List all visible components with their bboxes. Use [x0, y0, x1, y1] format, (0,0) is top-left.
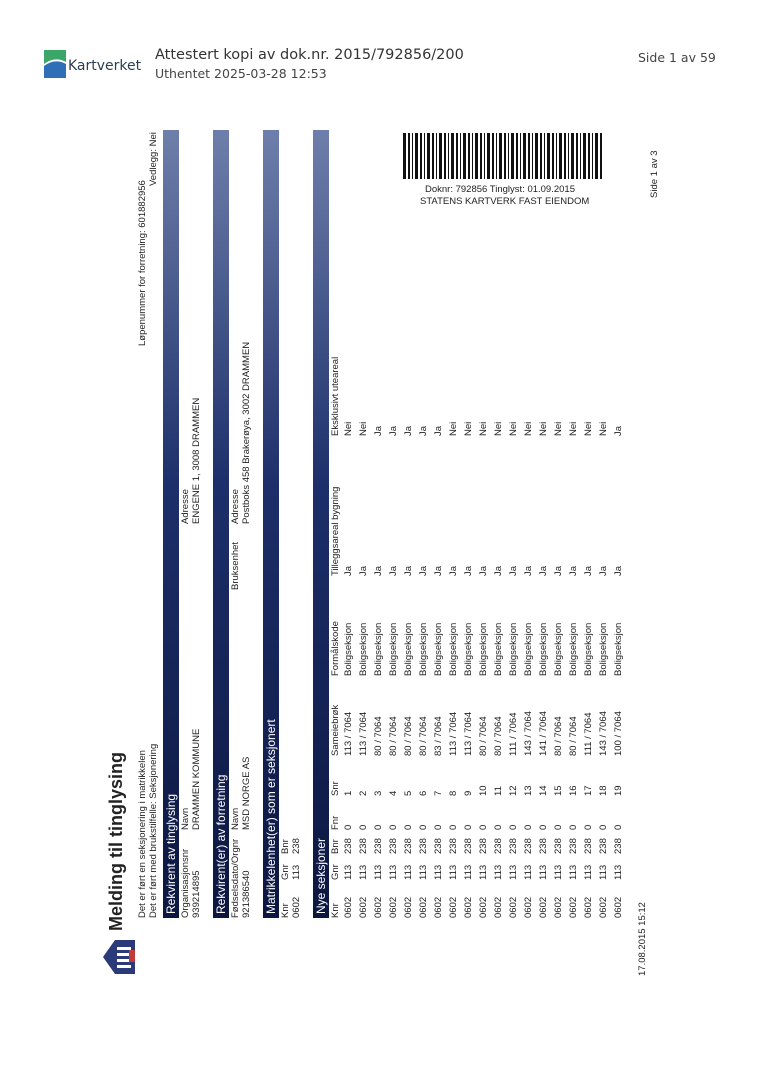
section-forretning: Rekvirent(er) av forretning — [213, 130, 229, 918]
seksjon-cell-snr: 4 — [388, 790, 399, 796]
seksjon-cell-eksklusivt-uteareal: Nei — [493, 421, 504, 436]
seksjon-cell-tilleggsareal: Ja — [418, 565, 429, 576]
seksjon-cell-knr: 0602 — [478, 896, 489, 918]
seksjon-cell-fnr: 0 — [613, 824, 624, 830]
seksjon-cell-bnr: 238 — [388, 838, 399, 854]
rek-org: 939214895 — [191, 870, 202, 918]
section-matrikkel: Matrikkelenhet(er) som er seksjonert — [263, 130, 279, 918]
seksjon-cell-knr: 0602 — [418, 896, 429, 918]
building-logo-icon — [101, 938, 137, 976]
seksjon-cell-bnr: 238 — [553, 838, 564, 854]
seksjon-cell-knr: 0602 — [553, 896, 564, 918]
seksjon-cell-formalskode: Boligseksjon — [448, 622, 459, 676]
seksjon-cell-fnr: 0 — [493, 824, 504, 830]
seksjon-cell-snr: 17 — [583, 785, 594, 796]
seksjon-cell-tilleggsareal: Ja — [493, 565, 504, 576]
seksjon-cell-knr: 0602 — [388, 896, 399, 918]
seksjon-cell-tilleggsareal: Ja — [553, 565, 564, 576]
rek-adresse: ENGENE 1, 3008 DRAMMEN — [191, 397, 202, 524]
kartverket-logo-text: Kartverket — [68, 58, 142, 74]
seksjon-cell-sameiebrok: 80 / 7064 — [568, 716, 579, 756]
seksjon-cell-knr: 0602 — [583, 896, 594, 918]
seksjon-cell-knr: 0602 — [403, 896, 414, 918]
seksjon-cell-bnr: 238 — [358, 838, 369, 854]
seksjon-cell-formalskode: Boligseksjon — [358, 622, 369, 676]
seksjon-cell-formalskode: Boligseksjon — [403, 622, 414, 676]
seksjon-cell-sameiebrok: 80 / 7064 — [418, 716, 429, 756]
seksjon-cell-bnr: 238 — [613, 838, 624, 854]
mat-bnr: 238 — [291, 838, 302, 854]
seksjon-cell-sameiebrok: 80 / 7064 — [553, 716, 564, 756]
seksjon-cell-eksklusivt-uteareal: Nei — [598, 421, 609, 436]
seksjon-cell-fnr: 0 — [358, 824, 369, 830]
scan-page-indicator: Side 1 av 3 — [649, 150, 660, 198]
seksjon-cell-bnr: 238 — [523, 838, 534, 854]
seksjon-cell-tilleggsareal: Ja — [358, 565, 369, 576]
seksjon-cell-fnr: 0 — [388, 824, 399, 830]
seksjon-cell-formalskode: Boligseksjon — [553, 622, 564, 676]
seksjon-cell-formalskode: Boligseksjon — [538, 622, 549, 676]
seksjon-cell-snr: 6 — [418, 790, 429, 796]
seksjon-cell-eksklusivt-uteareal: Nei — [538, 421, 549, 436]
seksjon-cell-knr: 0602 — [523, 896, 534, 918]
seksjon-cell-knr: 0602 — [343, 896, 354, 918]
seksjon-cell-knr: 0602 — [358, 896, 369, 918]
seksjon-cell-gnr: 113 — [598, 864, 609, 880]
seksjon-cell-sameiebrok: 141 / 7064 — [538, 711, 549, 756]
seksjon-cell-snr: 12 — [508, 785, 519, 796]
seksjon-cell-gnr: 113 — [403, 864, 414, 880]
stamp-organization: STATENS KARTVERK FAST EIENDOM — [420, 196, 590, 207]
melding-title: Melding til tinglysing — [106, 752, 126, 931]
seksjon-cell-sameiebrok: 113 / 7064 — [448, 711, 459, 756]
seksjon-cell-snr: 18 — [598, 785, 609, 796]
seksjon-cell-eksklusivt-uteareal: Ja — [388, 425, 399, 436]
section-rekvirent: Rekvirent av tinglysing — [163, 130, 179, 918]
seksjon-cell-sameiebrok: 111 / 7064 — [508, 712, 519, 756]
seksjon-cell-sameiebrok: 83 / 7064 — [433, 716, 444, 756]
seksjon-cell-tilleggsareal: Ja — [583, 565, 594, 576]
seksjon-cell-knr: 0602 — [448, 896, 459, 918]
seksjon-header-snr: Snr — [330, 781, 341, 796]
seksjon-cell-gnr: 113 — [523, 864, 534, 880]
seksjon-cell-formalskode: Boligseksjon — [508, 622, 519, 676]
seksjon-cell-snr: 9 — [463, 790, 474, 796]
fr-navn: MSD NORGE AS — [241, 756, 252, 830]
seksjon-cell-bnr: 238 — [463, 838, 474, 854]
seksjon-cell-bnr: 238 — [583, 838, 594, 854]
seksjon-cell-snr: 11 — [493, 786, 504, 796]
seksjon-cell-bnr: 238 — [403, 838, 414, 854]
seksjon-cell-fnr: 0 — [583, 824, 594, 830]
seksjon-cell-formalskode: Boligseksjon — [478, 622, 489, 676]
seksjon-cell-sameiebrok: 80 / 7064 — [403, 716, 414, 756]
seksjon-cell-fnr: 0 — [433, 824, 444, 830]
seksjon-cell-tilleggsareal: Ja — [613, 565, 624, 576]
seksjon-cell-fnr: 0 — [373, 824, 384, 830]
seksjon-cell-snr: 19 — [613, 785, 624, 796]
fr-adresse: Postboks 458 Brakerøya, 3002 DRAMMEN — [241, 341, 252, 524]
seksjon-cell-bnr: 238 — [448, 838, 459, 854]
seksjon-cell-bnr: 238 — [478, 838, 489, 854]
seksjon-cell-fnr: 0 — [403, 824, 414, 830]
mat-gnr: 113 — [291, 864, 302, 880]
seksjon-cell-knr: 0602 — [463, 896, 474, 918]
rek-header-adresse: Adresse — [180, 489, 191, 524]
fr-org: 921386540 — [241, 870, 252, 918]
seksjon-cell-sameiebrok: 113 / 7064 — [358, 711, 369, 756]
fr-header-adresse: Adresse — [230, 489, 241, 524]
mat-header-knr: Knr — [280, 903, 291, 918]
seksjon-cell-knr: 0602 — [538, 896, 549, 918]
seksjon-cell-tilleggsareal: Ja — [463, 565, 474, 576]
seksjon-cell-bnr: 238 — [433, 838, 444, 854]
seksjon-cell-gnr: 113 — [583, 864, 594, 880]
seksjon-cell-knr: 0602 — [433, 896, 444, 918]
scanned-document — [97, 130, 677, 976]
seksjon-cell-snr: 15 — [553, 785, 564, 796]
seksjon-header-knr: Knr — [330, 903, 341, 918]
seksjon-cell-fnr: 0 — [343, 824, 354, 830]
mat-knr: 0602 — [291, 896, 302, 918]
seksjon-cell-snr: 13 — [523, 785, 534, 796]
mat-header-gnr: Gnr — [280, 864, 291, 880]
seksjon-cell-formalskode: Boligseksjon — [463, 622, 474, 676]
seksjon-cell-eksklusivt-uteareal: Nei — [478, 421, 489, 436]
intro-line-1: Det er ført en seksjonering i matrikkelen — [137, 750, 148, 918]
seksjon-cell-eksklusivt-uteareal: Ja — [403, 425, 414, 436]
seksjon-cell-eksklusivt-uteareal: Nei — [568, 421, 579, 436]
seksjon-cell-formalskode: Boligseksjon — [583, 622, 594, 676]
seksjon-header-gnr: Gnr — [330, 864, 341, 880]
seksjon-cell-formalskode: Boligseksjon — [598, 622, 609, 676]
seksjon-cell-sameiebrok: 80 / 7064 — [388, 716, 399, 756]
seksjon-cell-formalskode: Boligseksjon — [523, 622, 534, 676]
seksjon-cell-sameiebrok: 100 / 7064 — [613, 711, 624, 756]
seksjon-cell-tilleggsareal: Ja — [433, 565, 444, 576]
seksjon-cell-fnr: 0 — [568, 824, 579, 830]
seksjon-cell-fnr: 0 — [478, 824, 489, 830]
seksjon-cell-knr: 0602 — [613, 896, 624, 918]
rek-navn: DRAMMEN KOMMUNE — [191, 728, 202, 830]
seksjon-header-sameiebrok: Sameiebrøk — [330, 704, 341, 756]
seksjon-cell-knr: 0602 — [598, 896, 609, 918]
seksjon-cell-formalskode: Boligseksjon — [493, 622, 504, 676]
seksjon-cell-sameiebrok: 143 / 7064 — [523, 711, 534, 756]
seksjon-cell-bnr: 238 — [538, 838, 549, 854]
seksjon-cell-sameiebrok: 80 / 7064 — [493, 716, 504, 756]
seksjon-cell-snr: 1 — [343, 790, 354, 796]
seksjon-cell-gnr: 113 — [343, 864, 354, 880]
seksjon-cell-formalskode: Boligseksjon — [613, 622, 624, 676]
seksjon-cell-eksklusivt-uteareal: Nei — [583, 421, 594, 436]
vedlegg: Vedlegg: Nei — [148, 132, 159, 186]
seksjon-cell-fnr: 0 — [508, 824, 519, 830]
seksjon-cell-fnr: 0 — [523, 824, 534, 830]
seksjon-cell-tilleggsareal: Ja — [388, 565, 399, 576]
seksjon-cell-gnr: 113 — [613, 864, 624, 880]
seksjon-cell-gnr: 113 — [358, 864, 369, 880]
seksjon-cell-sameiebrok: 111 / 7064 — [583, 712, 594, 756]
seksjon-cell-fnr: 0 — [463, 824, 474, 830]
barcode-doknr: Doknr: 792856 Tinglyst: 01.09.2015 — [425, 184, 575, 195]
fr-header-navn: Navn — [230, 807, 241, 830]
seksjon-cell-formalskode: Boligseksjon — [568, 622, 579, 676]
seksjon-cell-eksklusivt-uteareal: Nei — [448, 421, 459, 436]
seksjon-cell-tilleggsareal: Ja — [448, 565, 459, 576]
seksjon-cell-sameiebrok: 113 / 7064 — [343, 711, 354, 756]
seksjon-cell-bnr: 238 — [373, 838, 384, 854]
seksjon-cell-snr: 8 — [448, 790, 459, 796]
seksjon-cell-eksklusivt-uteareal: Nei — [508, 421, 519, 436]
seksjon-cell-gnr: 113 — [478, 864, 489, 880]
seksjon-cell-snr: 16 — [568, 785, 579, 796]
seksjon-cell-snr: 5 — [403, 790, 414, 796]
seksjon-header-tilleggsareal: Tilleggsareal bygning — [330, 486, 341, 576]
seksjon-cell-tilleggsareal: Ja — [598, 565, 609, 576]
seksjon-cell-gnr: 113 — [553, 864, 564, 880]
mat-header-bnr: Bnr — [280, 839, 291, 854]
seksjon-cell-eksklusivt-uteareal: Ja — [373, 425, 384, 436]
rek-header-navn: Navn — [180, 807, 191, 830]
seksjon-cell-knr: 0602 — [568, 896, 579, 918]
kartverket-logo-icon — [44, 50, 66, 78]
page-indicator: Side 1 av 59 — [638, 50, 716, 65]
seksjon-cell-gnr: 113 — [508, 864, 519, 880]
seksjon-cell-gnr: 113 — [463, 864, 474, 880]
seksjon-cell-knr: 0602 — [493, 896, 504, 918]
seksjon-cell-fnr: 0 — [553, 824, 564, 830]
seksjon-cell-snr: 3 — [373, 790, 384, 796]
seksjon-cell-tilleggsareal: Ja — [478, 565, 489, 576]
seksjon-cell-gnr: 113 — [448, 864, 459, 880]
seksjon-cell-bnr: 238 — [568, 838, 579, 854]
seksjon-cell-snr: 7 — [433, 790, 444, 796]
seksjon-cell-fnr: 0 — [598, 824, 609, 830]
seksjon-cell-formalskode: Boligseksjon — [343, 622, 354, 676]
seksjon-cell-eksklusivt-uteareal: Nei — [358, 421, 369, 436]
seksjon-cell-bnr: 238 — [508, 838, 519, 854]
seksjon-cell-knr: 0602 — [373, 896, 384, 918]
section-nye-seksjoner: Nye seksjoner — [313, 130, 329, 918]
seksjon-cell-tilleggsareal: Ja — [508, 565, 519, 576]
seksjon-cell-formalskode: Boligseksjon — [433, 622, 444, 676]
rek-header-org: Organisasjonsnr — [180, 848, 191, 918]
seksjon-cell-fnr: 0 — [448, 824, 459, 830]
seksjon-cell-tilleggsareal: Ja — [538, 565, 549, 576]
seksjon-cell-snr: 2 — [358, 790, 369, 796]
seksjon-cell-eksklusivt-uteareal: Nei — [553, 421, 564, 436]
seksjon-cell-tilleggsareal: Ja — [568, 565, 579, 576]
seksjon-header-formalskode: Formålskode — [330, 621, 341, 676]
seksjon-cell-fnr: 0 — [418, 824, 429, 830]
seksjon-cell-snr: 10 — [478, 785, 489, 796]
seksjon-cell-sameiebrok: 80 / 7064 — [478, 716, 489, 756]
seksjon-cell-gnr: 113 — [568, 864, 579, 880]
document-title: Attestert kopi av dok.nr. 2015/792856/200 — [155, 47, 464, 63]
seksjon-cell-gnr: 113 — [388, 864, 399, 880]
seksjon-cell-eksklusivt-uteareal: Ja — [433, 425, 444, 436]
seksjon-cell-tilleggsareal: Ja — [523, 565, 534, 576]
fr-header-fod: Fødselsdato/Orgnr — [230, 838, 241, 918]
seksjon-cell-knr: 0602 — [508, 896, 519, 918]
seksjon-cell-gnr: 113 — [433, 864, 444, 880]
seksjon-cell-tilleggsareal: Ja — [343, 565, 354, 576]
seksjon-cell-gnr: 113 — [538, 864, 549, 880]
seksjon-header-eksklusivt-uteareal: Eksklusivt uteareal — [330, 356, 341, 436]
seksjon-cell-bnr: 238 — [418, 838, 429, 854]
seksjon-cell-formalskode: Boligseksjon — [373, 622, 384, 676]
seksjon-cell-tilleggsareal: Ja — [403, 565, 414, 576]
seksjon-header-bnr: Bnr — [330, 839, 341, 854]
seksjon-cell-bnr: 238 — [493, 838, 504, 854]
seksjon-cell-eksklusivt-uteareal: Nei — [343, 421, 354, 436]
seksjon-cell-bnr: 238 — [598, 838, 609, 854]
seksjon-cell-tilleggsareal: Ja — [373, 565, 384, 576]
retrieved-timestamp: Uthentet 2025-03-28 12:53 — [155, 66, 327, 81]
seksjon-cell-sameiebrok: 80 / 7064 — [373, 716, 384, 756]
seksjon-header-fnr: Fnr — [330, 815, 341, 830]
seksjon-cell-eksklusivt-uteareal: Ja — [613, 425, 624, 436]
seksjon-cell-fnr: 0 — [538, 824, 549, 830]
seksjon-cell-gnr: 113 — [493, 864, 504, 880]
footer-date: 17.08.2015 15:12 — [637, 902, 648, 976]
seksjon-cell-formalskode: Boligseksjon — [388, 622, 399, 676]
seksjon-cell-sameiebrok: 113 / 7064 — [463, 711, 474, 756]
seksjon-cell-bnr: 238 — [343, 838, 354, 854]
seksjon-cell-eksklusivt-uteareal: Ja — [418, 425, 429, 436]
seksjon-cell-eksklusivt-uteareal: Nei — [523, 421, 534, 436]
seksjon-cell-gnr: 113 — [373, 864, 384, 880]
seksjon-cell-gnr: 113 — [418, 864, 429, 880]
intro-line-2: Det er ført med brukstilfelle: Seksjonering — [148, 743, 159, 918]
seksjon-cell-snr: 14 — [538, 785, 549, 796]
fr-header-bruks: Bruksenhet — [230, 541, 241, 590]
seksjon-cell-formalskode: Boligseksjon — [418, 622, 429, 676]
lopenummer: Løpenummer for forretning: 601882956 — [137, 180, 148, 346]
seksjon-cell-eksklusivt-uteareal: Nei — [463, 421, 474, 436]
seksjon-cell-sameiebrok: 143 / 7064 — [598, 711, 609, 756]
